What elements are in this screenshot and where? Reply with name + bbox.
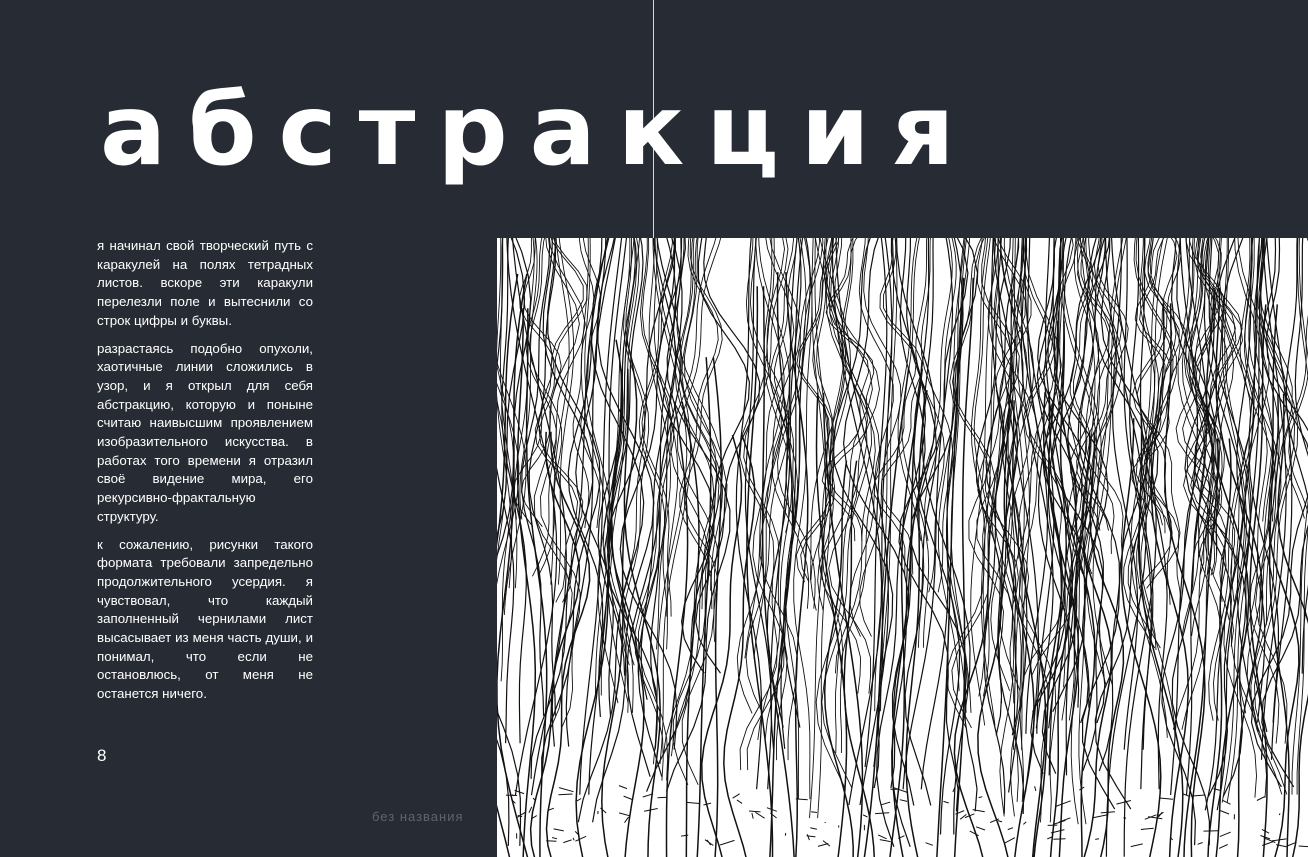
paragraph-3: к сожалению, рисунки такого формата требовали запредельно продолжительного усердия. я чувствовал, что каждый заполненный чернилами лист высасывает из меня часть души, и понимал, что если не остановлюсь, от меня не останется ничего. [97, 536, 313, 702]
paragraph-1: я начинал свой творческий путь с каракулей на полях тетрадных листов. вскоре эти каракули перелезли поле и вытеснили со строк цифры и буквы. [97, 238, 313, 328]
body-text [97, 237, 313, 713]
page-title: абстракция [100, 74, 977, 188]
artwork-image [497, 238, 1308, 857]
artwork-caption: без названия [372, 809, 464, 824]
abstract-line-drawing [497, 238, 1308, 857]
paragraph-2: разрастаясь подобно опухоли, хаотичные линии сложились в узор, и я открыл для себя абстракцию, которую и поныне считаю наивысшим проявлением изобразительного искусства. в работах того времени я отразил своё видение мира, его рекурсивно-фрактальную структуру. [97, 340, 313, 524]
page-number: 8 [97, 746, 107, 765]
